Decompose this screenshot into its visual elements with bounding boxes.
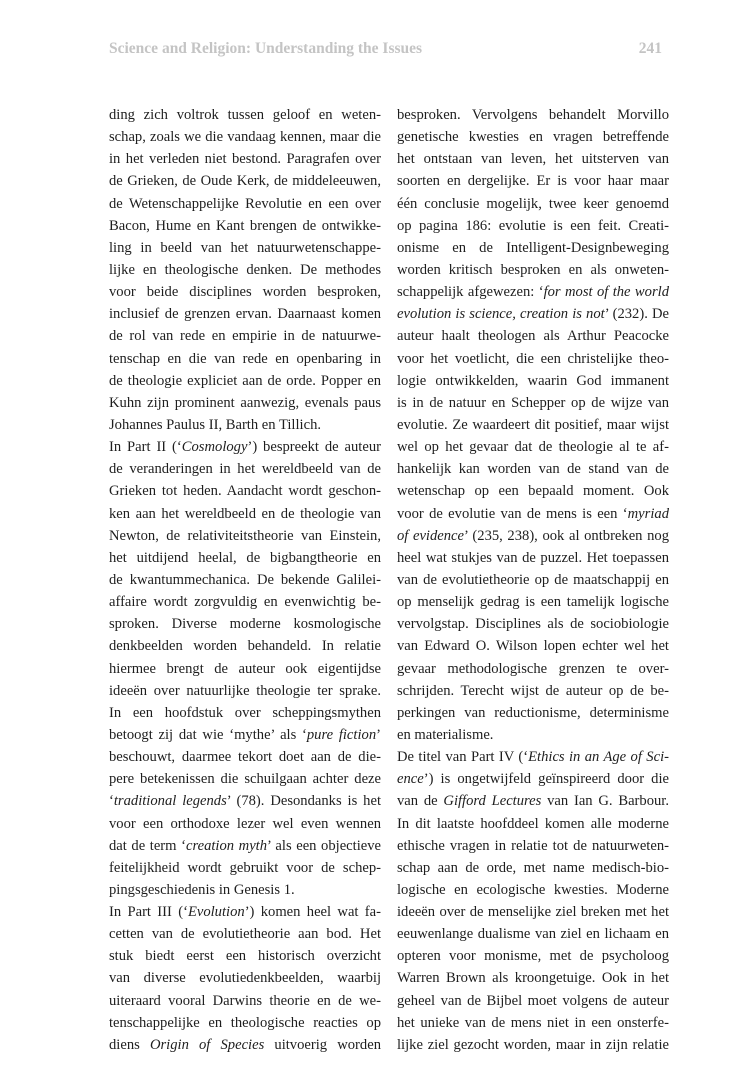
text-run: evolutie. Ze waardeert dit positief, maar wijst <box>397 416 669 433</box>
text-line <box>109 591 381 613</box>
text-line <box>397 702 669 724</box>
text-run: Warren Brown als kroongetuige. Ook in het <box>397 970 669 987</box>
text-line <box>397 813 669 835</box>
italic-text: Origin of Species <box>149 1036 265 1053</box>
text-run: ‘ <box>109 793 114 810</box>
text-line <box>109 170 381 192</box>
text-line <box>109 104 381 126</box>
text-line <box>109 148 381 170</box>
text-line <box>109 392 381 414</box>
text-run: perkingen van reductionisme, determinisme <box>397 704 669 721</box>
text-run: van de evolutietheorie op de maatschappij en <box>397 571 669 588</box>
text-run: voor het voetlicht, die een christelijke theo- <box>397 350 669 367</box>
text-run: uitvoerig worden <box>264 1036 381 1053</box>
text-line <box>109 569 381 591</box>
text-line <box>397 1012 669 1034</box>
text-line <box>397 835 669 857</box>
text-line <box>397 392 669 414</box>
text-run: schap aan de orde, met name medisch-bio- <box>397 859 669 876</box>
text-line <box>397 569 669 591</box>
text-run: Johannes Paulus II, Barth en Tillich. <box>109 416 322 433</box>
text-run: In een hoofdstuk over scheppingsmythen <box>109 704 381 721</box>
text-run: worden kritisch besproken en als onweten- <box>397 261 669 278</box>
text-run: heel wat stukjes van de puzzel. Het toepassen <box>397 549 669 566</box>
text-line <box>109 945 381 967</box>
text-line <box>109 658 381 680</box>
text-run: pere betekenissen die schuilgaan achter deze <box>109 771 381 788</box>
text-run: hankelijk kan worden van de stand van de <box>397 461 669 478</box>
text-line <box>397 923 669 945</box>
text-run: In Part II (‘ <box>109 439 182 456</box>
text-line <box>109 325 381 347</box>
text-run: schap, zoals we die vandaag kennen, maar die <box>109 129 381 146</box>
page-number: 241 <box>638 40 662 57</box>
text-line <box>397 879 669 901</box>
text-run: van Edward O. Wilson lopen echter wel het <box>397 638 669 655</box>
text-run: ding zich voltrok tussen geloof en weten- <box>109 107 381 123</box>
text-run: onisme en de Intelligent-Designbeweging <box>397 239 669 256</box>
text-line <box>397 768 669 790</box>
text-line <box>109 303 381 325</box>
text-line <box>397 680 669 702</box>
text-run: Bacon, Hume en Kant brengen de ontwikke- <box>109 217 381 234</box>
italic-text: Gifford Lectures <box>443 793 542 810</box>
italic-text: Cosmology <box>181 439 248 456</box>
italic-text: myriad <box>627 505 669 522</box>
text-run: de veranderingen in het wereldbeeld van de <box>109 461 381 478</box>
text-run: wetenschap op een bepaald moment. Ook <box>397 483 669 500</box>
text-line <box>397 503 669 525</box>
text-run: beschouwt, daarmee tekort doet aan de die- <box>109 749 381 766</box>
italic-text: creation myth <box>185 837 268 854</box>
text-run: de Grieken, de Oude Kerk, de middeleeuwen, <box>109 173 381 190</box>
text-run: eeuwenlange dualisme van ziel en lichaam en <box>397 926 669 943</box>
text-line <box>109 370 381 392</box>
text-run: ethische vragen in relatie tot de natuurweten- <box>397 837 669 854</box>
text-line <box>397 480 669 502</box>
text-run: lijke ziel gezocht worden, maar in zijn relatie <box>397 1036 669 1053</box>
text-line <box>109 436 381 458</box>
text-run: wel op het gevaar dat de theologie al te af- <box>397 439 669 456</box>
text-run: de rol van rede en empirie in de natuurwe- <box>109 328 381 345</box>
text-line <box>109 281 381 303</box>
text-run: auteur haalt theologen als Arthur Peacocke <box>397 328 669 345</box>
text-run: Newton, de relativiteitstheorie van Einstein, <box>109 527 381 544</box>
text-run: op pagina 186: evolutie is een feit. Creati- <box>397 217 669 234</box>
text-run: Grieken tot heden. Aandacht wordt geschon- <box>109 483 381 500</box>
text-run: ling in beeld van het natuurwetenschappe- <box>109 239 381 256</box>
text-line <box>109 215 381 237</box>
text-line <box>109 237 381 259</box>
text-line <box>109 259 381 281</box>
text-column-right <box>397 104 669 1056</box>
text-line <box>109 525 381 547</box>
text-run: In dit laatste hoofddeel komen alle moderne <box>397 815 669 832</box>
text-line <box>109 613 381 635</box>
text-line <box>397 658 669 680</box>
text-run: ideeën over de menselijke ziel breken met het <box>397 904 669 921</box>
text-run: uiteraard vooral Darwins theorie en de we- <box>109 992 381 1009</box>
text-run: diens <box>109 1036 150 1053</box>
italic-text: for most of the world <box>543 284 669 301</box>
text-line <box>109 879 381 901</box>
text-line <box>397 281 669 303</box>
text-line <box>109 835 381 857</box>
text-line <box>109 503 381 525</box>
text-run: besproken. Vervolgens behandelt Morvillo <box>397 107 669 123</box>
text-line <box>109 458 381 480</box>
italic-text: evolution is science, creation is not <box>397 306 605 323</box>
text-line <box>397 1034 669 1056</box>
text-run: het unieke van de mens niet in een onsterfe- <box>397 1014 669 1031</box>
text-run: tenschap en die van rede en openbaring in <box>109 350 381 367</box>
text-line <box>397 370 669 392</box>
text-run: is in de natuur en Schepper op de wijze van <box>397 394 669 411</box>
text-run: in het verleden niet bestond. Paragrafen over <box>109 151 381 168</box>
text-run: Kuhn zijn prominent aanwezig, evenals paus <box>109 394 381 411</box>
text-run: sproken. Diverse moderne kosmologische <box>109 616 381 633</box>
text-run: één conclusie mogelijk, twee keer genoemd <box>397 195 669 212</box>
text-run: ’) komen heel wat fa- <box>244 904 381 921</box>
text-run: de kwantummechanica. De bekende Galilei- <box>109 571 381 588</box>
text-line <box>109 857 381 879</box>
text-run: voor beide disciplines worden besproken, <box>109 284 381 301</box>
text-run: cetten van de evolutietheorie aan bod. Het <box>109 926 381 943</box>
text-line <box>397 967 669 989</box>
text-line <box>109 1012 381 1034</box>
text-run: tenschappelijke en theologische reacties op <box>109 1014 381 1031</box>
text-line <box>109 680 381 702</box>
text-run: inclusief de grenzen ervan. Daarnaast komen <box>109 306 381 323</box>
text-run: ken aan het wereldbeeld en de theologie van <box>109 505 381 522</box>
text-line <box>397 613 669 635</box>
text-line <box>109 790 381 812</box>
text-run: voor de evolutie van de mens is een ‘ <box>397 505 628 522</box>
text-line <box>109 724 381 746</box>
text-line <box>109 702 381 724</box>
text-line <box>397 990 669 1012</box>
text-run: van diverse evolutiedenkbeelden, waarbij <box>109 970 381 987</box>
text-line <box>397 635 669 657</box>
text-line <box>397 458 669 480</box>
text-line <box>397 790 669 812</box>
text-run: ’ (232). De <box>604 306 669 323</box>
text-line <box>397 325 669 347</box>
text-run: dat de term ‘ <box>109 837 186 854</box>
text-run: op menselijk gedrag is een tamelijk logische <box>397 594 669 611</box>
text-run: opteren voor monisme, met de psycholoog <box>397 948 669 965</box>
text-line <box>397 857 669 879</box>
text-line <box>109 1034 381 1056</box>
text-line <box>397 901 669 923</box>
text-column-left <box>109 104 381 1056</box>
text-line <box>397 591 669 613</box>
text-line <box>397 259 669 281</box>
text-run: In Part III (‘ <box>109 904 188 921</box>
text-run: lijke en theologische denken. De methodes <box>109 261 381 278</box>
text-line <box>109 348 381 370</box>
text-run: ’) bespreekt de auteur <box>247 439 381 456</box>
text-run: van de <box>397 793 444 810</box>
text-line <box>109 414 381 436</box>
text-run: vervolgstap. Disciplines als de sociobiologie <box>397 616 669 633</box>
text-run: en materialisme. <box>397 726 494 743</box>
text-line <box>397 414 669 436</box>
text-run: van Ian G. Barbour. <box>541 793 669 810</box>
text-line <box>397 436 669 458</box>
text-line <box>397 193 669 215</box>
text-line <box>109 768 381 790</box>
text-line <box>109 990 381 1012</box>
text-run: ideeën over natuurlijke theologie ter sprake. <box>109 682 381 699</box>
text-run: voor een orthodoxe lezer wel even wennen <box>109 815 381 832</box>
text-run: schrijden. Terecht wijst de auteur op de be- <box>397 682 669 699</box>
running-header <box>109 40 662 62</box>
text-run: genetische kwesties en vragen betreffende <box>397 129 669 146</box>
text-line <box>109 813 381 835</box>
text-line <box>397 148 669 170</box>
text-line <box>109 126 381 148</box>
text-run: het ontstaan van leven, het uitsterven van <box>397 151 669 168</box>
text-line <box>397 525 669 547</box>
text-run: geheel van de Bijbel moet volgens de auteur <box>397 992 669 1009</box>
text-run: De titel van Part IV (‘ <box>397 749 529 766</box>
italic-text: of evidence <box>397 527 465 544</box>
italic-text: Ethics in an Age of Sci- <box>528 749 669 766</box>
text-line <box>109 635 381 657</box>
italic-text: pure fiction <box>306 726 377 743</box>
text-run: schappelijk afgewezen: ‘ <box>397 284 544 301</box>
text-run: denkbeelden worden behandeld. In relatie <box>109 638 381 655</box>
text-line <box>397 104 669 126</box>
text-line <box>109 923 381 945</box>
text-run: affaire wordt zorgvuldig en evenwichtig be- <box>109 594 381 611</box>
text-run: gevaar methodologische grenzen te over- <box>397 660 669 677</box>
italic-text: ence <box>397 771 424 788</box>
text-line <box>397 724 669 746</box>
text-line <box>397 170 669 192</box>
text-run: ’ (235, 238), ook al ontbreken nog <box>464 527 669 544</box>
text-line <box>397 126 669 148</box>
running-title: Science and Religion: Understanding the Issues <box>109 40 423 57</box>
text-run: logische en ecologische kwesties. Moderne <box>397 881 669 898</box>
text-run: stuk biedt eerst een historisch overzicht <box>109 948 381 965</box>
text-line <box>397 348 669 370</box>
text-run: het uitdijend heelal, de bigbangtheorie en <box>109 549 381 566</box>
text-line <box>109 746 381 768</box>
text-run: logie ontwikkelden, waarin God immanent <box>397 372 669 389</box>
text-line <box>397 215 669 237</box>
text-run: feitelijkheid wordt gebruikt voor de schep- <box>109 859 381 876</box>
text-run: ’ <box>376 726 381 743</box>
text-run: soorten en dergelijke. Er is voor haar maar <box>397 173 669 190</box>
text-run: betoogt zij dat wie ‘mythe’ als ‘ <box>109 726 307 743</box>
text-line <box>397 547 669 569</box>
text-line <box>397 303 669 325</box>
text-run: ’ (78). Desondanks is het <box>226 793 381 810</box>
italic-text: Evolution <box>187 904 245 921</box>
text-line <box>397 945 669 967</box>
text-run: ’ als een objectieve <box>267 837 381 854</box>
text-run: de theologie expliciet aan de orde. Popper en <box>109 372 381 389</box>
text-run: hiermee brengt de auteur ook eigentijdse <box>109 660 381 677</box>
text-line <box>109 547 381 569</box>
text-line <box>397 237 669 259</box>
text-run: pingsgeschiedenis in Genesis 1. <box>109 881 295 898</box>
text-line <box>109 193 381 215</box>
text-line <box>109 901 381 923</box>
text-line <box>397 746 669 768</box>
text-run: ’) is ongetwijfeld geïnspireerd door die <box>423 771 669 788</box>
italic-text: traditional legends <box>113 793 227 810</box>
text-line <box>109 480 381 502</box>
text-line <box>109 967 381 989</box>
text-run: de Wetenschappelijke Revolutie en een over <box>109 195 381 212</box>
